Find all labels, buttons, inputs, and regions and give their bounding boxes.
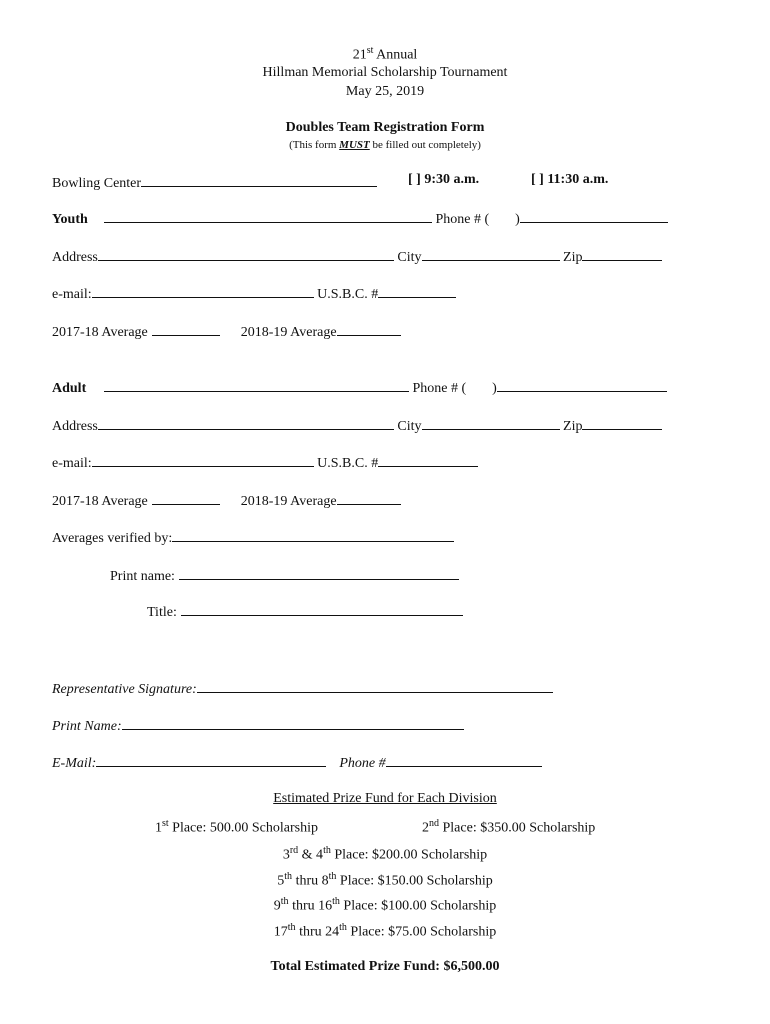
prize-second-sup: nd [429,818,439,829]
verifier-title-field[interactable] [181,601,463,616]
youth-usbc-label: U.S.B.C. # [317,287,379,302]
verifier-title-row [147,601,463,621]
prize-first-sup: st [162,818,169,829]
youth-address-row [52,246,662,266]
adult-city-field[interactable] [422,415,560,430]
prize-fifth-num: 5 [277,873,285,889]
prize-seventeenth-mid: thru 24 [299,924,340,940]
verifier-title-label: Title: [147,605,177,620]
adult-phone-close: ) [492,381,497,396]
note-suffix: be filled out completely) [372,139,481,151]
prize-twentyfourth-sup: th [339,922,347,933]
adult-avg2-label: 2018-19 Average [240,494,337,509]
verifier-print-name-label: Print name: [110,569,175,584]
note-prefix: (This form [289,139,337,151]
youth-email-field[interactable] [92,283,314,298]
prize-seventeenth-twentyfourth [0,915,770,946]
tournament-name: Hillman Memorial Scholarship Tournament [262,65,508,80]
youth-address-label: Address [52,250,98,265]
prize-third-text: Place: $200.00 Scholarship [334,847,488,863]
prize-second-text: Place: $350.00 Scholarship [442,820,596,836]
rep-print-name-row [52,715,464,735]
youth-avg2-label: 2018-19 Average [240,325,337,340]
prize-third-mid: & 4 [301,847,324,863]
note-must: MUST [339,139,370,151]
youth-zip-label: Zip [563,250,583,265]
adult-average-row [52,490,401,510]
adult-city-label: City [397,419,422,434]
youth-avg2-field[interactable] [337,321,401,336]
youth-phone-field[interactable] [520,208,668,223]
prize-ninth-text: Place: $100.00 Scholarship [343,898,497,914]
prize-ninth-sup: th [280,896,289,907]
youth-name-row [52,208,668,228]
prize-fifth-mid: thru 8 [295,873,329,889]
adult-name-row [52,377,667,397]
prize-second-num: 2 [422,820,429,836]
edition-line [0,42,770,65]
youth-email-row [52,283,456,303]
youth-label: Youth [52,212,88,227]
verifier-print-name-field[interactable] [179,565,459,580]
adult-email-label: e-mail: [52,456,92,471]
prize-seventeenth-num: 17 [273,924,288,940]
adult-email-field[interactable] [92,452,314,467]
adult-avg1-field[interactable] [152,490,220,505]
adult-address-row [52,415,662,435]
youth-email-label: e-mail: [52,287,92,302]
prize-first-text: Place: 500.00 Scholarship [172,820,318,836]
verifier-print-name-row [110,565,459,585]
youth-usbc-field[interactable] [378,283,456,298]
adult-usbc-field[interactable] [378,452,478,467]
youth-average-row [52,321,401,341]
tournament-date: May 25, 2019 [345,84,425,99]
youth-zip-field[interactable] [582,246,662,261]
prize-fifth-text: Place: $150.00 Scholarship [339,873,493,889]
form-title: Doubles Team Registration Form [285,120,485,135]
bowling-center-row [52,172,377,192]
rep-print-name-label: Print Name: [52,719,122,734]
edition-number: 21 [352,47,367,63]
form-note [0,139,770,151]
bowling-center-label: Bowling Center [52,176,142,191]
prize-first-num: 1 [155,820,162,836]
prize-third-sup: rd [289,845,299,856]
youth-phone-label: Phone # ( [435,212,490,227]
rep-phone-label: Phone # [339,756,386,771]
youth-phone-close: ) [515,212,520,227]
prize-fifth-sup: th [284,871,293,882]
adult-address-field[interactable] [98,415,394,430]
prize-heading: Estimated Prize Fund for Each Division [273,791,497,806]
bowling-center-field[interactable] [141,172,377,187]
prize-fourth-sup: th [323,845,331,856]
rep-signature-field[interactable] [197,678,553,693]
rep-email-field[interactable] [96,752,326,767]
adult-name-field[interactable] [104,377,409,392]
edition-word: Annual [376,47,418,63]
edition-suffix: st [366,45,374,56]
rep-contact-row [52,752,542,772]
adult-zip-label: Zip [563,419,583,434]
youth-name-field[interactable] [104,208,432,223]
time-1130-checkbox[interactable]: [ ] 11:30 a.m. [531,172,609,187]
rep-print-name-field[interactable] [122,715,464,730]
verified-by-label: Averages verified by: [52,531,173,546]
youth-city-label: City [397,250,422,265]
rep-phone-field[interactable] [386,752,542,767]
adult-address-label: Address [52,419,98,434]
prize-ninth-num: 9 [273,898,281,914]
rep-signature-label: Representative Signature: [52,682,197,697]
youth-city-field[interactable] [422,246,560,261]
rep-email-label: E-Mail: [52,756,97,771]
youth-avg1-field[interactable] [152,321,220,336]
adult-avg1-label: 2017-18 Average [52,494,148,509]
verified-by-row [52,527,454,547]
prize-third-num: 3 [282,847,290,863]
youth-address-field[interactable] [98,246,394,261]
adult-email-row [52,452,478,472]
prize-sixteenth-sup: th [332,896,340,907]
adult-zip-field[interactable] [582,415,662,430]
adult-avg2-field[interactable] [337,490,401,505]
adult-usbc-label: U.S.B.C. # [317,456,379,471]
prize-seventeenth-sup: th [287,922,296,933]
time-930-checkbox[interactable]: [ ] 9:30 a.m. [408,172,480,187]
prize-seventeenth-text: Place: $75.00 Scholarship [350,924,497,940]
adult-label: Adult [52,381,87,396]
rep-signature-row [52,678,553,698]
prize-eighth-sup: th [328,871,337,882]
youth-avg1-label: 2017-18 Average [52,325,148,340]
adult-phone-label: Phone # ( [412,381,467,396]
prize-ninth-mid: thru 16 [292,898,333,914]
prize-total: Total Estimated Prize Fund: $6,500.00 [270,959,500,974]
verified-by-field[interactable] [172,527,454,542]
adult-phone-field[interactable] [497,377,667,392]
